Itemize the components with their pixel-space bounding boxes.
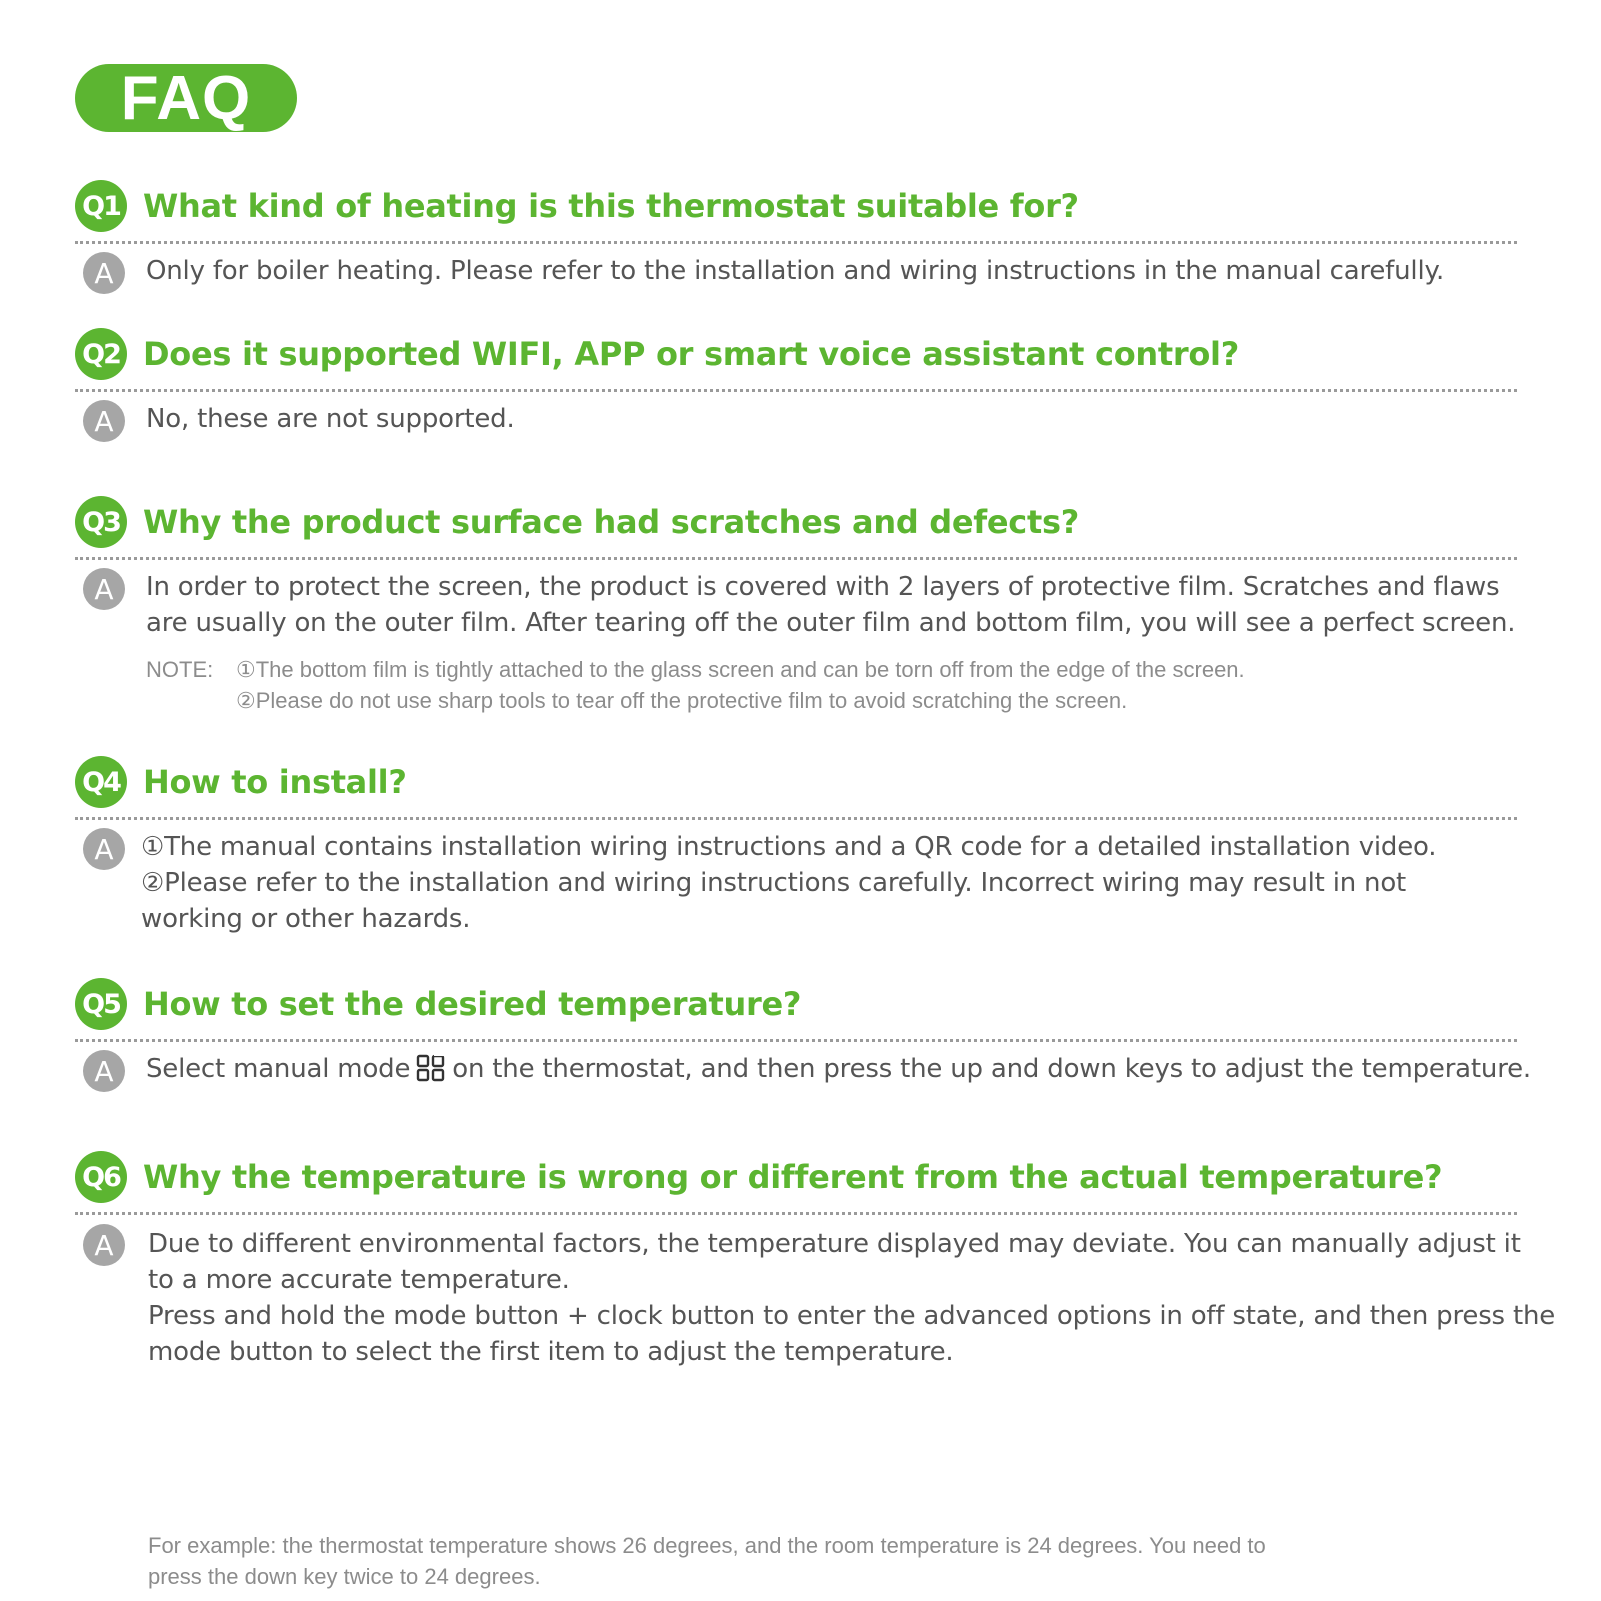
answer-line: mode button to select the first item to adjust the temperature.	[148, 1337, 954, 1367]
answer-text	[146, 1051, 1531, 1093]
answer-badge: A	[83, 568, 125, 610]
answer-text	[148, 1226, 1555, 1370]
question-text: How to set the desired temperature?	[143, 985, 802, 1023]
question-badge: Q5	[75, 978, 127, 1030]
faq-title: FAQ	[120, 63, 252, 133]
answer-segment: on the thermostat, and then press the up and down keys to adjust the temperature.	[452, 1054, 1531, 1084]
answer-line: Press and hold the mode button + clock button to enter the advanced options in off state, and then press the	[148, 1301, 1556, 1331]
question-row-4	[75, 756, 407, 808]
divider	[75, 241, 1517, 244]
divider	[75, 557, 1517, 560]
answer-line: Only for boiler heating. Please refer to the installation and wiring instructions in the manual carefully.	[146, 256, 1445, 286]
question-text: What kind of heating is this thermostat suitable for?	[143, 187, 1079, 225]
answer-line: are usually on the outer film. After tearing off the outer film and bottom film, you will see a perfect screen.	[146, 608, 1516, 638]
answer-line: No, these are not supported.	[146, 404, 515, 434]
answer-line: Due to different environmental factors, the temperature displayed may deviate. You can manually adjust it	[148, 1229, 1521, 1259]
divider	[75, 1039, 1517, 1042]
question-badge: Q6	[75, 1151, 127, 1203]
question-row-2	[75, 328, 1239, 380]
question-text: Why the product surface had scratches and defects?	[143, 503, 1079, 541]
faq-title-badge	[75, 64, 297, 132]
question-badge: Q3	[75, 496, 127, 548]
divider	[75, 817, 1517, 820]
footer-line: press the down key twice to 24 degrees.	[148, 1564, 541, 1589]
answer-text	[146, 253, 1444, 289]
question-row-6	[75, 1151, 1442, 1203]
answer-badge: A	[83, 400, 125, 442]
note-line: ①The bottom film is tightly attached to the glass screen and can be torn off from the edge of the screen.	[236, 657, 1245, 682]
answer-badge: A	[83, 828, 125, 870]
answer-badge: A	[83, 1050, 125, 1092]
question-text: Does it supported WIFI, APP or smart voice assistant control?	[143, 335, 1239, 373]
answer-line: to a more accurate temperature.	[148, 1265, 570, 1295]
answer-badge: A	[83, 252, 125, 294]
note-label: NOTE:	[146, 657, 214, 682]
note-block	[146, 654, 1245, 716]
divider	[75, 1212, 1517, 1215]
answer-segment: Select manual mode	[146, 1054, 411, 1084]
answer-line: working or other hazards.	[141, 904, 471, 934]
answer-badge: A	[83, 1224, 125, 1266]
answer-text	[146, 401, 515, 437]
note-line: ②Please do not use sharp tools to tear off the protective film to avoid scratching the screen.	[236, 688, 1128, 713]
footer-line: For example: the thermostat temperature shows 26 degrees, and the room temperature is 24 degrees. You need to	[148, 1533, 1266, 1558]
question-row-3	[75, 496, 1079, 548]
answer-text	[141, 829, 1436, 937]
answer-line: ②Please refer to the installation and wiring instructions carefully. Incorrect wiring may result in not	[141, 868, 1407, 898]
footer-example	[148, 1530, 1266, 1592]
answer-text	[146, 569, 1515, 641]
question-badge: Q4	[75, 756, 127, 808]
question-badge: Q2	[75, 328, 127, 380]
question-badge: Q1	[75, 180, 127, 232]
answer-line: In order to protect the screen, the product is covered with 2 layers of protective film. Scratches and flaws	[146, 572, 1500, 602]
manual-mode-icon	[416, 1053, 446, 1093]
question-text: How to install?	[143, 763, 407, 801]
question-row-1	[75, 180, 1079, 232]
divider	[75, 389, 1517, 392]
answer-line: ①The manual contains installation wiring instructions and a QR code for a detailed installation video.	[141, 832, 1437, 862]
question-text: Why the temperature is wrong or different from the actual temperature?	[143, 1158, 1443, 1196]
question-row-5	[75, 978, 801, 1030]
